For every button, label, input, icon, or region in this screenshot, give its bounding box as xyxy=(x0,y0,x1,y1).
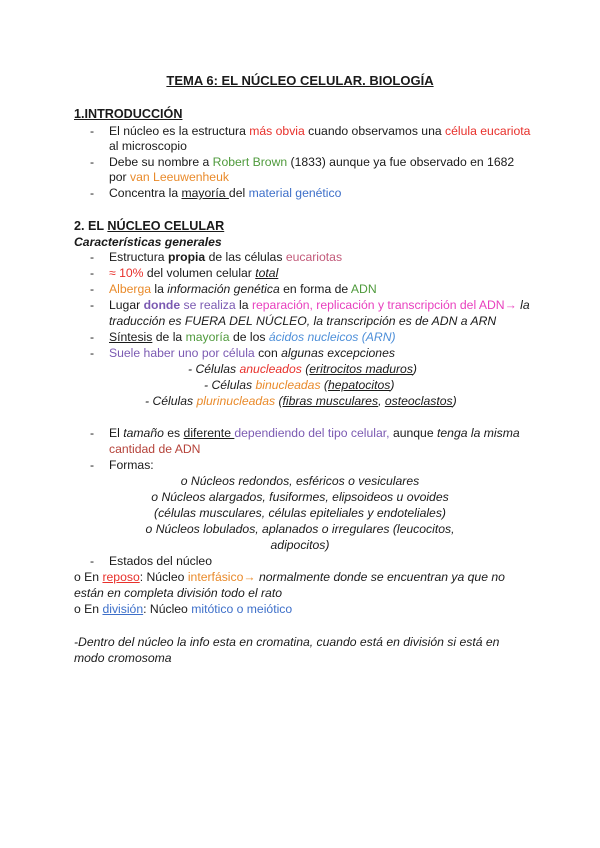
state-dividing: o En división: Núcleo mitótico o meiótico xyxy=(74,602,293,616)
feature-bullet-8: Formas: xyxy=(109,458,154,472)
feature-bullet-3: Alberga la información genética en forma de ADN xyxy=(109,282,377,296)
note-line-1: -Dentro del núcleo la info esta en cromatina, cuando está en división si está en xyxy=(74,635,500,649)
feature-bullet-7-cont: cantidad de ADN xyxy=(109,442,201,456)
intro-bullet-2: Debe su nombre a Robert Brown (1833) aunque ya fue observado en 1682 xyxy=(109,155,515,169)
form-item: o Núcleos lobulados, aplanados o irregulares (leucocitos, xyxy=(145,522,455,536)
intro-bullet-1: El núcleo es la estructura más obvia cuando observamos una célula eucariota xyxy=(109,124,531,138)
feature-bullet-4-cont: traducción es FUERA DEL NÚCLEO, la transcripción es de ADN a ARN xyxy=(109,314,497,328)
section-2-heading: 2. EL NÚCLEO CELULAR xyxy=(74,219,225,233)
bullet-dash: - xyxy=(90,155,95,169)
intro-bullet-3: Concentra la mayoría del material genético xyxy=(109,186,342,200)
bullet-dash: - xyxy=(90,186,95,200)
state-resting-cont: están en completa división todo el rato xyxy=(74,586,282,600)
section-1-heading: 1.INTRODUCCIÓN xyxy=(74,107,183,121)
note-line-2: modo cromosoma xyxy=(74,651,172,665)
exception-binucleated: - Células binucleadas (hepatocitos) xyxy=(204,378,395,392)
form-item: o Núcleos redondos, esféricos o vesiculares xyxy=(180,474,420,488)
bullet-dash: - xyxy=(90,250,95,264)
form-item: o Núcleos alargados, fusiformes, elipsoideos u ovoides xyxy=(151,490,449,504)
feature-bullet-1: Estructura propia de las células eucariotas xyxy=(109,250,343,264)
bullet-dash: - xyxy=(90,124,95,138)
intro-bullet-1-cont: al microscopio xyxy=(109,139,187,153)
bullet-dash: - xyxy=(90,426,95,440)
feature-bullet-4: Lugar donde se realiza la reparación, replicación y transcripción del ADN→ la xyxy=(109,298,530,312)
feature-bullet-9: Estados del núcleo xyxy=(109,554,212,568)
form-item: (células musculares, células epiteliales y endoteliales) xyxy=(154,506,446,520)
feature-bullet-6: Suele haber uno por célula con algunas excepciones xyxy=(109,346,395,360)
bullet-dash: - xyxy=(90,458,95,472)
bullet-dash: - xyxy=(90,346,95,360)
bullet-dash: - xyxy=(90,330,95,344)
feature-bullet-5: Síntesis de la mayoría de los ácidos nucleicos (ARN) xyxy=(109,330,396,344)
exception-plurinucleated: - Células plurinucleadas (fibras musculares, osteoclastos) xyxy=(145,394,457,408)
bullet-dash: - xyxy=(90,298,95,312)
exception-anucleated: - Células anucleados (eritrocitos maduros) xyxy=(188,362,417,376)
form-item: adipocitos) xyxy=(270,538,330,552)
section-2-subheading: Características generales xyxy=(74,235,222,249)
bullet-dash: - xyxy=(90,282,95,296)
page-title: TEMA 6: EL NÚCLEO CELULAR. BIOLOGÍA xyxy=(166,73,434,88)
state-resting: o En reposo: Núcleo interfásico→ normalmente donde se encuentran ya que no xyxy=(74,570,505,584)
intro-bullet-2-cont: por van Leeuwenheuk xyxy=(109,170,229,184)
bullet-dash: - xyxy=(90,266,95,280)
feature-bullet-2: ≈ 10% del volumen celular total xyxy=(109,266,279,280)
bullet-dash: - xyxy=(90,554,95,568)
feature-bullet-7: El tamaño es diferente dependiendo del tipo celular, aunque tenga la misma xyxy=(109,426,520,440)
